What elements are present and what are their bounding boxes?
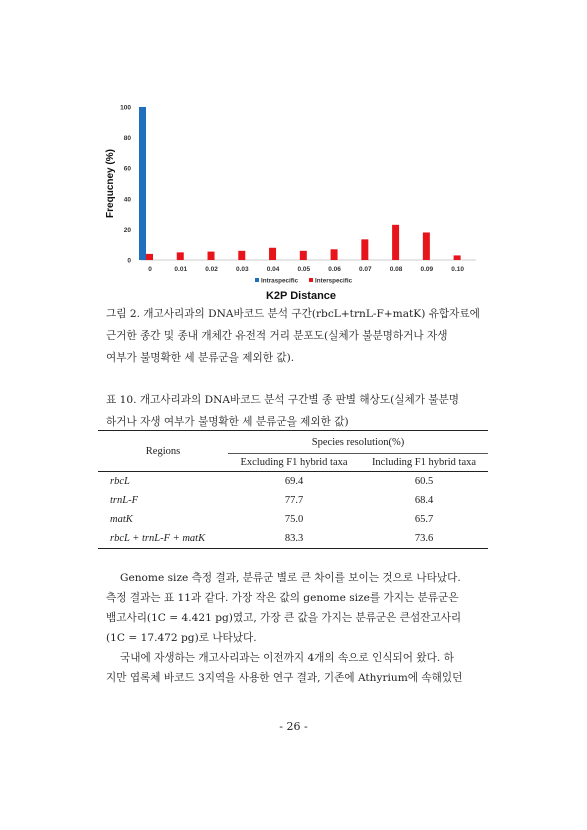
bar-interspecific xyxy=(361,239,368,260)
bar-interspecific xyxy=(177,252,184,260)
x-tick-label: 0.08 xyxy=(389,266,403,273)
y-tick-label: 60 xyxy=(123,165,131,173)
figure-caption-line: 그림 2. 개고사리과의 DNA바코드 분석 구간(rbcL+trnL-F+matK) 유합자료에 xyxy=(106,308,480,320)
table-caption xyxy=(106,389,490,433)
excluding-cell: 83.3 xyxy=(284,533,304,544)
bar-interspecific xyxy=(238,251,245,260)
table-row xyxy=(98,472,488,492)
body-paragraph-1 xyxy=(106,568,490,648)
body-paragraph-2 xyxy=(106,648,490,688)
table-row xyxy=(98,491,488,510)
including-cell: 60.5 xyxy=(414,476,434,487)
y-tick-label: 100 xyxy=(120,104,131,112)
bar-interspecific xyxy=(331,249,338,260)
y-axis-label: Frequcney (%) xyxy=(105,149,116,218)
paragraph-line: (1C = 17.472 pg)로 나타났다. xyxy=(106,632,257,644)
paragraph-line: 뱀고사리(1C = 4.421 pg)였고, 가장 큰 값을 가지는 분류군은 큰섬잔고사리 xyxy=(106,612,462,624)
legend-label: Interspecific xyxy=(315,277,353,285)
bar-intraspecific xyxy=(139,107,146,260)
figure-caption xyxy=(106,303,490,369)
bar-interspecific xyxy=(269,248,276,260)
y-tick-label: 80 xyxy=(123,135,131,143)
paragraph-line: Genome size 측정 결과, 분류군 별로 큰 차이를 보이는 것으로 나타났다. xyxy=(120,572,461,584)
x-tick-label: 0.05 xyxy=(297,266,311,273)
x-tick-label: 0.07 xyxy=(359,266,372,273)
table-caption-line: 하거나 자생 여부가 불명확한 세 분류군을 제외한 값) xyxy=(106,416,349,428)
bar-interspecific xyxy=(208,252,215,260)
table-row xyxy=(98,529,488,549)
y-tick-label: 0 xyxy=(127,257,131,265)
region-cell: rbcL + trnL-F + matK xyxy=(110,533,206,544)
region-cell: trnL-F xyxy=(110,495,139,506)
species-resolution-header: Species resolution(%) xyxy=(228,431,488,454)
k2p-distance-chart xyxy=(0,0,587,310)
excluding-cell: 77.7 xyxy=(284,495,304,506)
paragraph-line: 지만 엽록체 바코드 3지역을 사용한 연구 결과, 기존에 Athyrium에 속해있던 xyxy=(106,672,463,684)
bar-interspecific xyxy=(454,255,461,260)
x-axis-label: K2P Distance xyxy=(265,290,337,302)
including-cell: 65.7 xyxy=(414,514,434,525)
x-tick-label: 0.06 xyxy=(328,266,341,273)
legend-swatch xyxy=(309,278,313,282)
figure-caption-line: 근거한 종간 및 종내 개체간 유전적 거리 분포도(실체가 불분명하거나 자생 xyxy=(106,330,448,342)
bar-interspecific xyxy=(146,254,153,260)
legend-swatch xyxy=(255,278,259,282)
y-tick-label: 40 xyxy=(123,196,131,204)
including-cell: 73.6 xyxy=(414,533,434,544)
region-cell: matK xyxy=(110,514,133,525)
paragraph-line: 국내에 자생하는 개고사리과는 이전까지 4개의 속으로 인식되어 왔다. 하 xyxy=(120,652,454,664)
including-cell: 68.4 xyxy=(414,495,434,506)
y-tick-label: 20 xyxy=(123,226,131,234)
table-row xyxy=(98,510,488,529)
x-tick-label: 0.10 xyxy=(451,266,464,273)
x-tick-label: 0.02 xyxy=(205,266,218,273)
x-tick-label: 0 xyxy=(148,266,152,273)
bar-interspecific xyxy=(300,251,307,260)
paragraph-line: 측정 결과는 표 11과 같다. 가장 작은 값의 genome size를 가지는 분류군은 xyxy=(106,592,459,604)
including-header: Including F1 hybrid taxa xyxy=(360,454,488,472)
bar-interspecific xyxy=(392,225,399,260)
table-caption-line: 표 10. 개고사리과의 DNA바코드 분석 구간별 종 판별 해상도(실체가 불분명 xyxy=(106,394,460,406)
excluding-cell: 75.0 xyxy=(284,514,304,525)
page-number: - 26 - xyxy=(279,720,308,733)
x-tick-label: 0.04 xyxy=(266,266,280,273)
x-tick-label: 0.01 xyxy=(174,266,188,273)
x-tick-label: 0.09 xyxy=(420,266,434,273)
excluding-cell: 69.4 xyxy=(284,476,304,487)
bar-interspecific xyxy=(423,232,430,260)
legend-label: Intraspecific xyxy=(261,277,299,285)
x-tick-label: 0.03 xyxy=(235,266,249,273)
excluding-header: Excluding F1 hybrid taxa xyxy=(228,454,360,472)
regions-header: Regions xyxy=(98,431,228,472)
region-cell: rbcL xyxy=(110,476,130,487)
species-resolution-table xyxy=(98,430,488,549)
figure-caption-line: 여부가 불명확한 세 분류군을 제외한 값). xyxy=(106,352,295,364)
